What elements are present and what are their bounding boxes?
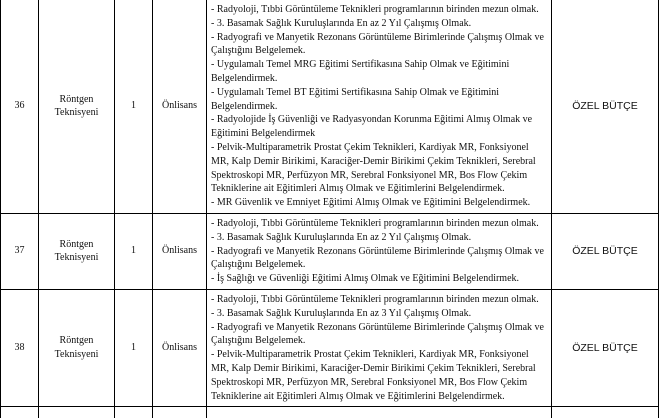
- requirement-item: - Uygulamalı Temel MRG Eğitimi Sertifikasına Sahip Olmak ve Eğitimini Belgelendirmek.: [211, 59, 510, 84]
- position-count: 1: [131, 245, 136, 257]
- position-title-line: Röntgen: [59, 93, 94, 105]
- budget-cell: [552, 0, 659, 213]
- row-number: 38: [14, 342, 25, 354]
- position-title-cell: [39, 213, 115, 289]
- requirement-item: - 3. Basamak Sağlık Kuruluşlarında En az 2 Yıl Çalışmış Olmak.: [211, 231, 472, 243]
- continuation-cell: [39, 407, 115, 418]
- requirement-item: - Radyografi ve Manyetik Rezonans Görüntüleme Birimlerinde Çalışmış Olmak ve Çalıştığını Belgelemek.: [211, 245, 544, 271]
- continuation-cell: [207, 407, 552, 418]
- budget-cell: [552, 213, 659, 289]
- position-count-cell: [115, 289, 153, 406]
- continuation-cell: [115, 407, 153, 418]
- requirement-item: - Uygulamalı Temel BT Eğitimi Sertifikasına Sahip Olmak ve Eğitimini Belgelendirmek.: [211, 86, 500, 112]
- position-count-cell: [115, 213, 153, 289]
- education-level: Önlisans: [162, 245, 197, 257]
- position-title-line: Röntgen: [59, 335, 94, 347]
- position-title-line: Teknisyeni: [54, 349, 99, 361]
- table-row: [1, 0, 659, 213]
- requirements-cell: [207, 0, 552, 213]
- requirement-item: - Radyografi ve Manyetik Rezonans Görüntüleme Birimlerinde Çalışmış Olmak ve Çalıştığını Belgelemek.: [211, 321, 544, 347]
- position-title-line: Teknisyeni: [54, 252, 99, 264]
- requirements-cell: [207, 289, 552, 406]
- table-body: [1, 0, 659, 418]
- position-count: 1: [131, 342, 136, 354]
- table-row: [1, 289, 659, 406]
- requirement-item: - 3. Basamak Sağlık Kuruluşlarında En az 3 Yıl Çalışmış Olmak.: [211, 307, 472, 319]
- budget-type: ÖZEL BÜTÇE: [572, 245, 638, 258]
- education-level: Önlisans: [162, 100, 197, 112]
- position-title-cell: [39, 289, 115, 406]
- budget-type: ÖZEL BÜTÇE: [572, 342, 638, 355]
- requirement-item: - Pelvik-Multiparametrik Prostat Çekim Teknikleri, Kardiyak MR, Fonksiyonel MR, Kalp Demir Birikimi, Karaciğer-Demir Birikimi Çekim Teknikleri, Serebral Spektroskopi MR, Perfüzyon MR, Serebral Fonksiyonel MR, Bos Flow Çekim Tekniklerine ait Eğitimleri Almış Olmak ve Eğitimlerini Belgelendirmek.: [211, 141, 536, 195]
- requirement-item: - Pelvik-Multiparametrik Prostat Çekim Teknikleri, Kardiyak MR, Fonksiyonel MR, Kalp Demir Birikimi, Karaciğer-Demir Birikimi Çekim Teknikleri, Serebral Spektroskopi MR, Perfüzyon MR, Serebral Fonksiyonel MR, Bos Flow Çekim Tekniklerine ait Eğitimleri Almış Olmak ve Eğitimlerini Belgelendirmek.: [211, 349, 536, 402]
- requirement-item: - Radyoloji, Tıbbi Görüntüleme Teknikleri programlarının birinden mezun olmak.: [211, 217, 539, 229]
- row-number-cell: [1, 0, 39, 213]
- continuation-cell: [552, 407, 659, 418]
- row-number-cell: [1, 213, 39, 289]
- education-level-cell: [153, 0, 207, 213]
- continuation-cell: [1, 407, 39, 418]
- requirement-item: - Radyolojide İş Güvenliği ve Radyasyondan Korunma Eğitimi Almış Olmak ve Eğitimini Belgelendirmek: [211, 114, 533, 140]
- table-row: [1, 213, 659, 289]
- position-count: 1: [131, 100, 136, 112]
- education-level-cell: [153, 289, 207, 406]
- education-level: Önlisans: [162, 342, 197, 354]
- requirement-item: - Radyografi ve Manyetik Rezonans Görüntüleme Birimlerinde Çalışmış Olmak ve Çalıştığını Belgelemek.: [211, 31, 544, 57]
- requirement-item: - 3. Basamak Sağlık Kuruluşlarında En az 2 Yıl Çalışmış Olmak.: [211, 17, 472, 29]
- row-number: 37: [14, 245, 25, 257]
- requirements-cell: [207, 213, 552, 289]
- table-row-continuation: [1, 407, 659, 418]
- requirement-item: - MR Güvenlik ve Emniyet Eğitimi Almış Olmak ve Eğitimini Belgelendirmek.: [211, 197, 531, 209]
- position-count-cell: [115, 0, 153, 213]
- requirement-item: - Radyoloji, Tıbbi Görüntüleme Teknikleri programlarının birinden mezun olmak.: [211, 4, 539, 15]
- position-title-cell: [39, 0, 115, 213]
- education-level-cell: [153, 213, 207, 289]
- requirement-item: - İş Sağlığı ve Güvenliği Eğitimi Almış Olmak ve Eğitimini Belgelendirmek.: [211, 273, 520, 285]
- continuation-cell: [153, 407, 207, 418]
- budget-cell: [552, 289, 659, 406]
- position-title-line: Teknisyeni: [54, 107, 99, 119]
- budget-type: ÖZEL BÜTÇE: [572, 100, 638, 113]
- position-title-line: Röntgen: [59, 238, 94, 250]
- row-number: 36: [14, 100, 25, 112]
- requirement-item: - Radyoloji, Tıbbi Görüntüleme Teknikleri programlarının birinden mezun olmak.: [211, 293, 539, 305]
- row-number-cell: [1, 289, 39, 406]
